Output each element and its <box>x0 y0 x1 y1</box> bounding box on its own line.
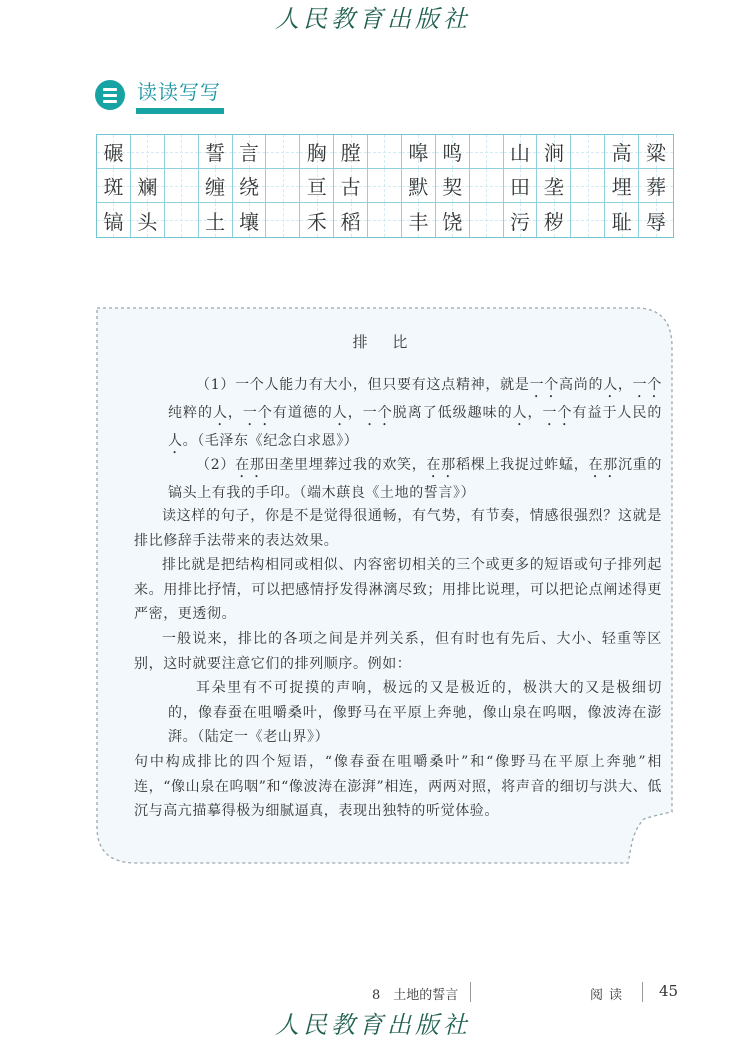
grid-cell-word: 斑 <box>97 169 131 203</box>
grid-cell-empty <box>368 203 402 237</box>
grid-cell-empty <box>266 135 300 169</box>
grid-cell-word: 古 <box>334 169 368 203</box>
grid-cell-empty <box>266 203 300 237</box>
footer-divider <box>642 982 643 1002</box>
grid-cell-word: 膛 <box>334 135 368 169</box>
emphasis-text: 一个 <box>542 405 573 421</box>
grid-cell-empty <box>571 203 605 237</box>
footer-chapter: 8 土地的誓言 <box>372 988 459 1003</box>
grid-cell-empty <box>368 135 402 169</box>
grid-cell-word: 碾 <box>97 135 131 169</box>
grid-cell-word: 头 <box>131 203 165 237</box>
grid-cell-word: 土 <box>199 203 233 237</box>
grid-cell-empty <box>470 203 504 237</box>
grid-cell-word: 涧 <box>537 135 571 169</box>
page-number: 45 <box>659 982 679 1000</box>
grid-cell-word: 亘 <box>300 169 334 203</box>
grid-cell-empty <box>266 169 300 203</box>
example-1: （1）一个人能力有大小，但只要有这点精神，就是一个高尚的人，一个纯粹的人，一个有道德的人，一个脱离了低级趣味的人，一个有益于人民的人。（毛泽东《纪念白求恩》） <box>168 377 662 449</box>
publisher-logo-top: 人民教育出版社 <box>275 5 471 33</box>
grid-cell-word: 秽 <box>537 203 571 237</box>
panel-title: 排 比 <box>352 333 418 351</box>
quote-block: 耳朵里有不可捉摸的声响，极远的又是极近的，极洪大的又是极细切的，像春蚕在咀嚼桑叶，像野马在平原上奔驰，像山泉在呜咽，像波涛在澎湃。（陆定一《老山界》） <box>168 680 662 745</box>
grid-cell-word: 缠 <box>199 169 233 203</box>
grid-cell-word: 禾 <box>300 203 334 237</box>
grid-cell-word: 田 <box>504 169 538 203</box>
grid-cell-word: 嗥 <box>402 135 436 169</box>
word-grid <box>96 134 674 238</box>
grid-cell-word: 辱 <box>639 203 673 237</box>
grid-cell-word: 丰 <box>402 203 436 237</box>
grid-cell-word: 胸 <box>300 135 334 169</box>
grid-cell-empty <box>470 169 504 203</box>
footer-unit: 阅读 <box>590 988 629 1003</box>
grid-cell-word: 垄 <box>537 169 571 203</box>
grid-cell-word: 言 <box>233 135 267 169</box>
grid-cell-word: 斓 <box>131 169 165 203</box>
grid-cell-word: 誓 <box>199 135 233 169</box>
grid-cell-empty <box>368 169 402 203</box>
grid-cell-word: 默 <box>402 169 436 203</box>
grid-cell-empty <box>571 169 605 203</box>
emphasis-text: 一个 <box>529 377 560 393</box>
grid-cell-word: 粱 <box>639 135 673 169</box>
grid-cell-word: 污 <box>504 203 538 237</box>
publisher-logo-bottom: 人民教育出版社 <box>275 1011 471 1039</box>
section-title: 读读写写 <box>137 80 221 104</box>
emphasis-text: 在那 <box>426 457 456 473</box>
emphasis-text: 人 <box>168 433 183 449</box>
grid-cell-empty <box>131 135 165 169</box>
section-underline <box>136 108 224 114</box>
grid-cell-word: 鸣 <box>436 135 470 169</box>
grid-cell-empty <box>165 135 199 169</box>
emphasis-text: 一个 <box>362 405 393 421</box>
grid-cell-empty <box>165 169 199 203</box>
emphasis-text: 一个 <box>632 377 662 393</box>
footer-divider <box>470 982 471 1002</box>
paragraph-2: 排比就是把结构相同或相似、内容密切相关的三个或更多的短语或句子排列起来。用排比抒情，可以把感情抒发得淋漓尽致；用排比说理，可以把论点阐述得更严密，更透彻。 <box>134 557 662 622</box>
grid-cell-word: 高 <box>605 135 639 169</box>
grid-cell-word: 稻 <box>334 203 368 237</box>
emphasis-text: 在那 <box>235 457 265 473</box>
grid-cell-word: 契 <box>436 169 470 203</box>
grid-cell-empty <box>165 203 199 237</box>
grid-cell-word: 葬 <box>639 169 673 203</box>
emphasis-text: 人 <box>603 377 618 393</box>
grid-cell-empty <box>571 135 605 169</box>
grid-cell-word: 耻 <box>605 203 639 237</box>
emphasis-text: 人 <box>212 405 228 421</box>
emphasis-text: 人 <box>512 405 528 421</box>
paragraph-3: 一般说来，排比的各项之间是并列关系，但有时也有先后、大小、轻重等区别，这时就要注意它们的排列顺序。例如： <box>134 631 662 672</box>
analysis-paragraph: 句中构成排比的四个短语，“像春蚕在咀嚼桑叶”和“像野马在平原上奔驰”相连，“像山泉在呜咽”和“像波涛在澎湃”相连，两两对照，将声音的细切与洪大、低沉与高亢描摹得极为细腻逼真，表现出独特的听觉体验。 <box>134 754 662 819</box>
grid-cell-word: 绕 <box>233 169 267 203</box>
grid-cell-empty <box>470 135 504 169</box>
emphasis-text: 一个 <box>242 405 273 421</box>
page-footer <box>0 982 739 1006</box>
paragraph-1: 读这样的句子，你是不是觉得很通畅，有气势，有节奏，情感很强烈？这就是排比修辞手法带来的表达效果。 <box>134 508 662 549</box>
grid-cell-word: 山 <box>504 135 538 169</box>
emphasis-text: 人 <box>332 405 348 421</box>
grid-cell-word: 镐 <box>97 203 131 237</box>
grid-cell-word: 壤 <box>233 203 267 237</box>
three-lines-icon <box>95 80 125 110</box>
example-2: （2）在那田垄里埋葬过我的欢笑，在那稻棵上我捉过蚱蜢，在那沉重的镐头上有我的手印。（端木蕻良《土地的誓言》） <box>168 457 662 501</box>
grid-cell-word: 埋 <box>605 169 639 203</box>
emphasis-text: 在那 <box>588 457 618 473</box>
grid-cell-word: 饶 <box>436 203 470 237</box>
rhetoric-panel <box>96 307 674 867</box>
